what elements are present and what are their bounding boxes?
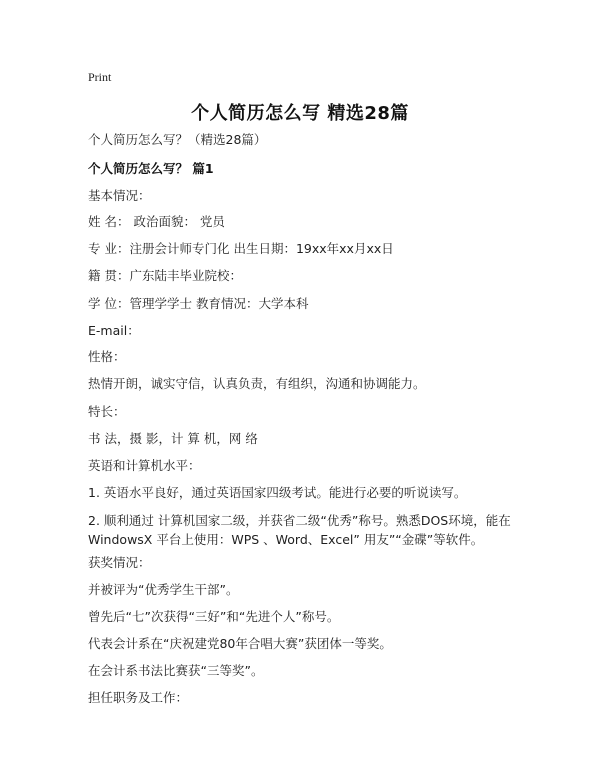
paragraph-line: 专 业：注册会计师专门化 出生日期：19xx年xx月xx日 [88, 241, 394, 256]
subtitle-line: 个人简历怎么写？（精选28篇） [88, 132, 267, 147]
paragraph-line: 姓 名： 政治面貌： 党员 [88, 214, 225, 229]
paragraph-line: 代表会计系在“庆祝建党80年合唱大赛”获团体一等奖。 [88, 636, 392, 651]
paragraph-line: 基本情况： [88, 188, 151, 203]
paragraph-line: 获奖情况： [88, 555, 151, 570]
paragraph-line: 籍 贯：广东陆丰毕业院校： [88, 268, 242, 283]
paragraph-line: 担任职务及工作： [88, 690, 189, 705]
paragraph-line: 1. 英语水平良好，通过英语国家四级考试。能进行必要的听说读写。 [88, 485, 467, 500]
paragraph-line: 学 位：管理学学士 教育情况：大学本科 [88, 296, 309, 311]
paragraph-line: E-mail： [88, 323, 140, 338]
paragraph-line: 曾先后“七”次获得“三好”和“先进个人”称号。 [88, 609, 340, 624]
print-link[interactable]: Print [88, 70, 112, 84]
paragraph-line: 书 法，摄 影，计 算 机，网 络 [88, 431, 258, 446]
paragraph-line: 特长： [88, 404, 126, 419]
paragraph-line: 并被评为“优秀学生干部”。 [88, 582, 239, 597]
paragraph-line: 热情开朗，诚实守信，认真负责，有组织，沟通和协调能力。 [88, 376, 426, 391]
paragraph-line: 英语和计算机水平： [88, 458, 201, 473]
paragraph-line: 2. 顺利通过 计算机国家二级，并获省二级“优秀”称号。熟悉DOS环境，能在WindowsX 平台上使用：WPS 、Word、Excel” 用友”“金碟”等软件。 [88, 513, 511, 547]
paragraph-line: 在会计系书法比赛获“三等奖”。 [88, 663, 264, 678]
section-heading: 个人简历怎么写？ 篇1 [88, 161, 214, 176]
document-title: 个人简历怎么写 精选28篇 [191, 103, 409, 124]
paragraph-line: 性格： [88, 349, 126, 364]
